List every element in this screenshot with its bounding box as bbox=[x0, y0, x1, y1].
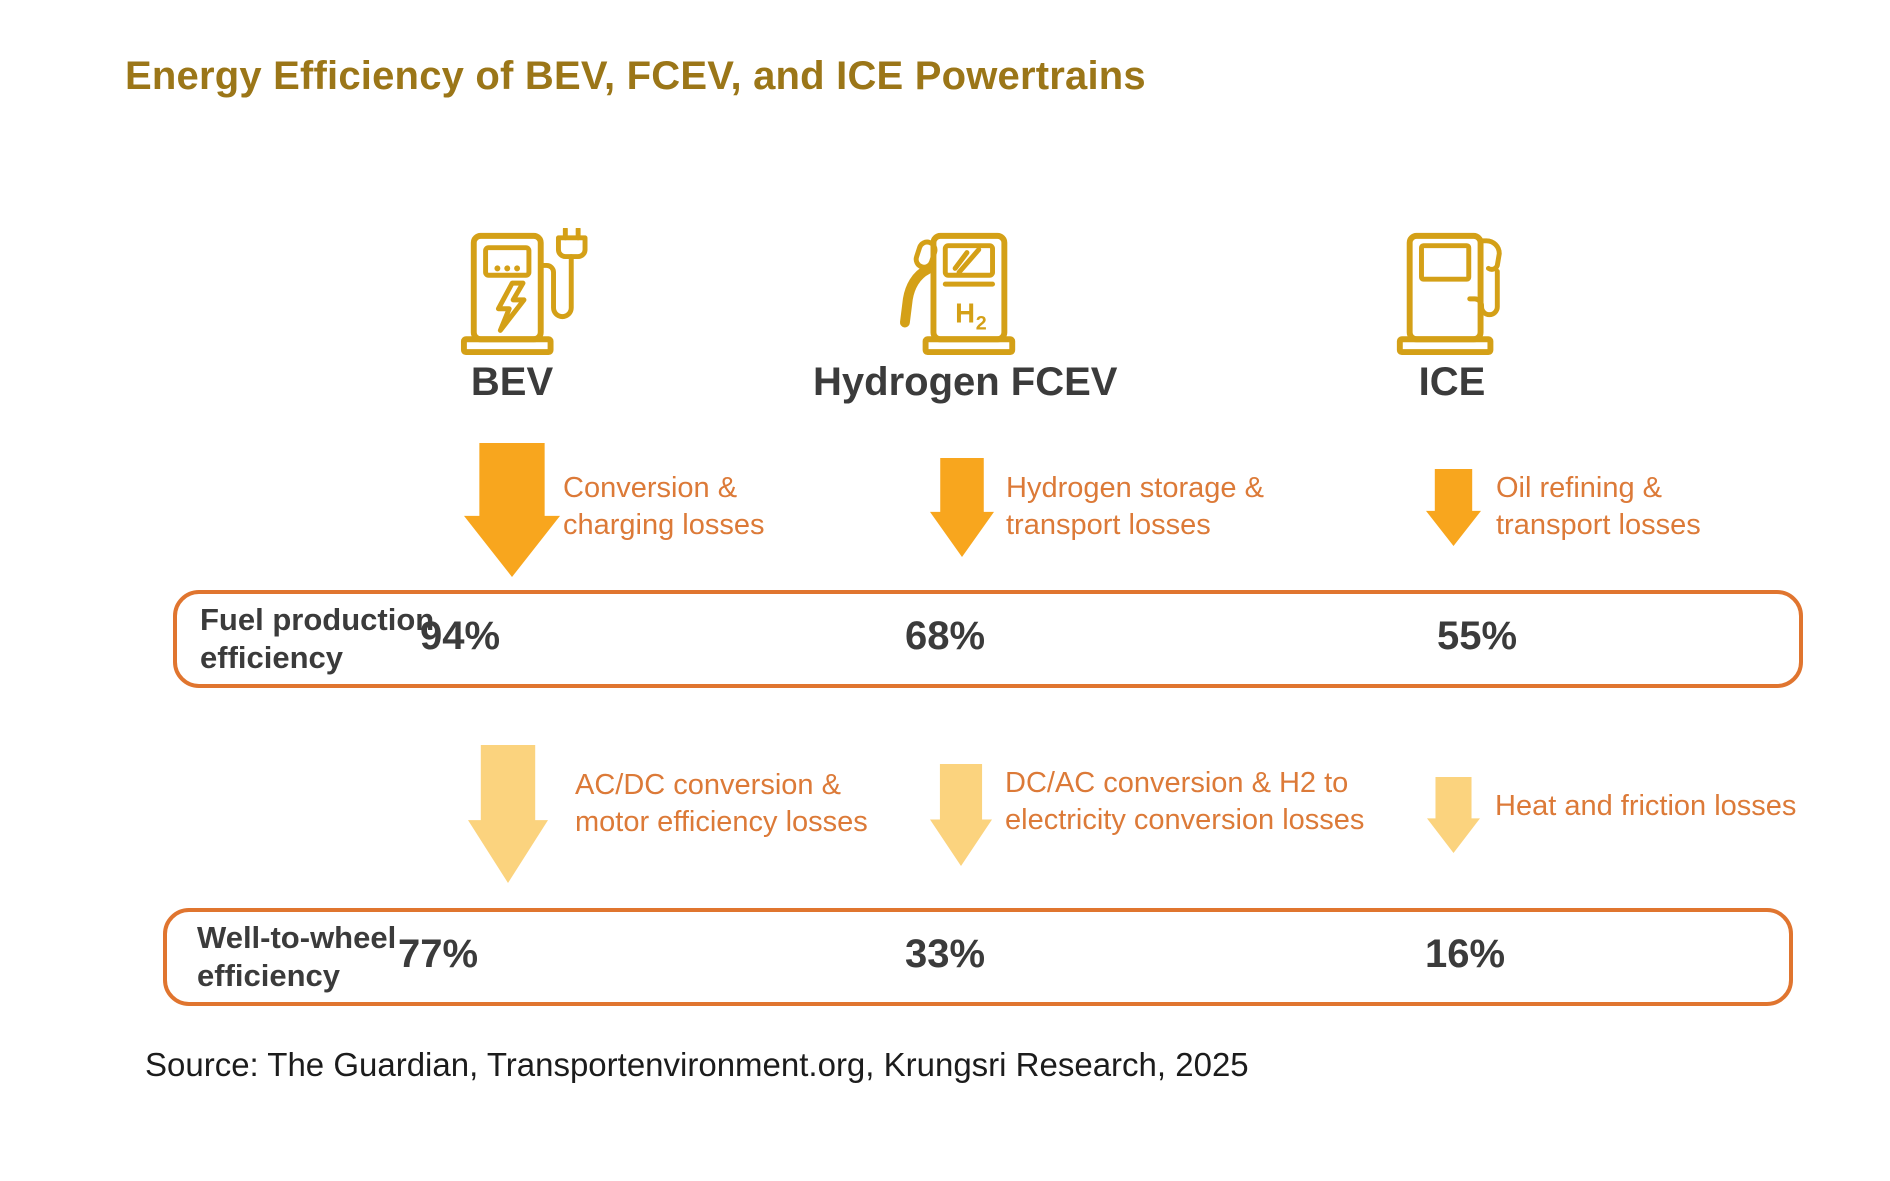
down-arrow-icon bbox=[1426, 469, 1481, 546]
loss-label-fcev-stage1 bbox=[1006, 470, 1264, 544]
loss-label-fcev-stage2 bbox=[1005, 765, 1364, 839]
box-label-line-2: efficiency bbox=[200, 640, 344, 675]
loss-line-2: transport losses bbox=[1006, 509, 1211, 541]
down-arrow-icon bbox=[1427, 777, 1480, 853]
page-title: Energy Efficiency of BEV, FCEV, and ICE Powertrains bbox=[125, 54, 1146, 98]
well-to-wheel-value-ice: 16% bbox=[1425, 932, 1506, 976]
loss-label-bev-stage2 bbox=[575, 767, 868, 841]
well-to-wheel-efficiency-label bbox=[197, 919, 396, 995]
loss-label-bev-stage1 bbox=[563, 470, 765, 544]
fuel-production-value-bev: 94% bbox=[420, 614, 501, 658]
hydrogen-pump-icon bbox=[888, 228, 1038, 356]
well-to-wheel-value-bev: 77% bbox=[398, 932, 479, 976]
h2-icon-subscript: 2 bbox=[975, 312, 987, 335]
loss-line-1: AC/DC conversion & bbox=[575, 769, 841, 801]
loss-label-ice-stage2 bbox=[1495, 788, 1796, 825]
loss-line-1: DC/AC conversion & H2 to bbox=[1005, 767, 1349, 799]
down-arrow-icon bbox=[930, 458, 994, 557]
well-to-wheel-value-fcev: 33% bbox=[905, 932, 986, 976]
box-label-line-1: Fuel production bbox=[200, 602, 435, 637]
ev-charging-station-icon bbox=[448, 228, 598, 356]
source-citation: Source: The Guardian, Transportenvironment.org, Krungsri Research, 2025 bbox=[145, 1046, 1249, 1083]
loss-line-2: charging losses bbox=[563, 509, 765, 541]
down-arrow-icon bbox=[930, 764, 992, 866]
column-label-hydrogen-fcev: Hydrogen FCEV bbox=[813, 360, 1118, 404]
loss-line-1: Heat and friction losses bbox=[1495, 790, 1797, 822]
loss-line-2: transport losses bbox=[1496, 509, 1701, 541]
loss-line-1: Oil refining & bbox=[1496, 472, 1663, 504]
loss-label-ice-stage1 bbox=[1496, 470, 1701, 544]
down-arrow-icon bbox=[468, 745, 548, 883]
loss-line-2: electricity conversion losses bbox=[1005, 804, 1365, 836]
fuel-pump-icon bbox=[1378, 228, 1528, 356]
column-label-bev: BEV bbox=[470, 360, 554, 404]
column-label-ice: ICE bbox=[1418, 360, 1486, 404]
fuel-production-efficiency-label bbox=[200, 601, 434, 677]
box-label-line-2: efficiency bbox=[197, 958, 341, 993]
loss-line-1: Conversion & bbox=[563, 472, 738, 504]
fuel-production-value-ice: 55% bbox=[1437, 614, 1518, 658]
fuel-production-value-fcev: 68% bbox=[905, 614, 986, 658]
h2-icon-text: H bbox=[955, 297, 976, 329]
loss-line-1: Hydrogen storage & bbox=[1006, 472, 1264, 504]
loss-line-2: motor efficiency losses bbox=[575, 806, 868, 838]
down-arrow-icon bbox=[464, 443, 560, 577]
box-label-line-1: Well-to-wheel bbox=[197, 920, 397, 955]
